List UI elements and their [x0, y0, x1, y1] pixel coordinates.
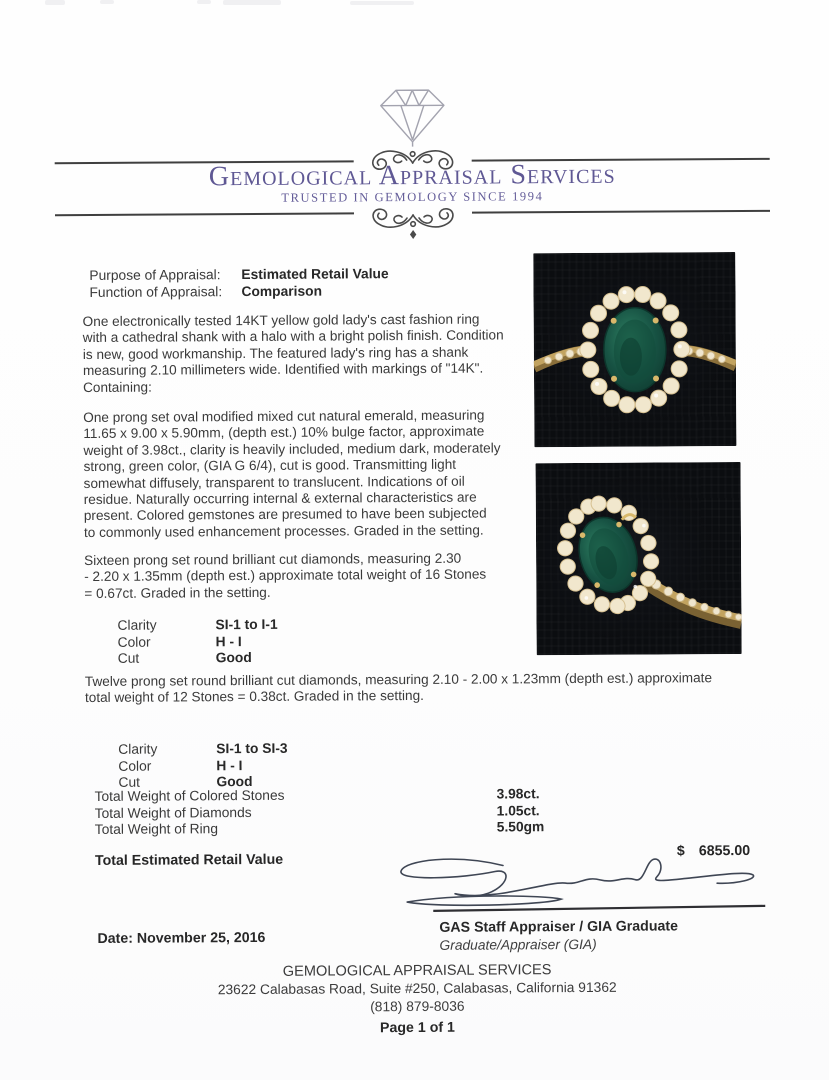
ring-description-paragraph: One electronically tested 14KT yellow gold lady's cast fashion ring with a cathedral shank with a halo with a bright polish finish. Condition is new, good workmanship. The featured lady's ring has a shank measuring 2.10 millimeters wide. Identified with markings of "14K". Containing: — [82, 311, 504, 395]
total-value: 3.98ct. — [496, 786, 540, 802]
total-value: 1.05ct. — [496, 802, 540, 819]
grading-label: Cut — [118, 774, 141, 791]
grading-value: H - I — [216, 757, 243, 773]
grading-table-1 — [117, 617, 277, 668]
footer-address: 23622 Calabasas Road, Suite #250, Calabasas, California 91362 — [217, 979, 617, 998]
currency-symbol: $ — [676, 843, 685, 860]
retail-value-label: Total Estimated Retail Value — [94, 851, 284, 869]
brand-title: Gemological Appraisal Services — [208, 158, 616, 193]
diamond-icon — [369, 84, 455, 149]
flourish-ornament-bottom-icon — [357, 206, 467, 241]
brand-tagline: TRUSTED IN GEMOLOGY SINCE 1994 — [281, 189, 544, 205]
grading-label: Color — [117, 634, 151, 650]
appraisal-date: Date: November 25, 2016 — [97, 929, 266, 947]
totals-table — [95, 786, 545, 839]
grading-label: Clarity — [117, 617, 157, 633]
ring-photo-front — [533, 252, 736, 447]
appraiser-credential: Graduate/Appraiser (GIA) — [439, 936, 597, 953]
footer-company: GEMOLOGICAL APPRAISAL SERVICES — [282, 962, 552, 980]
amount: 6855.00 — [698, 842, 751, 860]
appraisal-header — [89, 266, 388, 301]
grading-value: Good — [216, 774, 253, 790]
total-label: Total Weight of Diamonds — [94, 804, 252, 821]
grading-label: Cut — [117, 650, 140, 667]
total-label: Total Weight of Colored Stones — [94, 787, 285, 804]
grading-table-2 — [118, 741, 288, 792]
grading-value: Good — [215, 650, 252, 666]
purpose-value: Estimated Retail Value — [241, 266, 389, 283]
signature-image — [395, 850, 767, 914]
emerald-description-paragraph: One prong set oval modified mixed cut natural emerald, measuring 11.65 x 9.00 x 5.90mm, (depth est.) 10% bulge factor, approximate weight of 3.98ct., clarity is heavily included, medium dark, moderately strong, green color, (GIA G 6/4), cut is good. Transmitting light somewhat diffusely, transparent to translucent. Indications of oil residue. Naturally occurring internal & external characteristics are present. Colored gemstones are presumed to have been subjected to commonly used enhancement processes. Graded in the setting. — [83, 407, 501, 540]
grading-value: H - I — [215, 633, 242, 649]
total-value: 5.50gm — [496, 819, 545, 835]
total-label: Total Weight of Ring — [94, 821, 219, 838]
appraiser-title: GAS Staff Appraiser / GIA Graduate — [439, 918, 679, 936]
page-indicator: Page 1 of 1 — [379, 1019, 455, 1037]
grading-value: SI-1 to SI-3 — [216, 740, 288, 757]
sixteen-diamonds-paragraph: Sixteen prong set round brilliant cut diamonds, measuring 2.30 - 2.20 x 1.35mm (depth est.) approximate total weight of 16 Stones = 0.67ct. Graded in the setting. — [84, 550, 487, 601]
grading-value: SI-1 to I-1 — [215, 616, 278, 633]
footer-phone: (818) 879-8036 — [370, 998, 465, 1015]
purpose-label: Purpose of Appraisal: — [89, 267, 221, 283]
function-value: Comparison — [241, 283, 323, 299]
header-rule-bottom — [55, 204, 770, 242]
grading-label: Clarity — [118, 741, 158, 757]
grading-label: Color — [118, 758, 152, 774]
ring-photo-side — [536, 462, 742, 655]
function-label: Function of Appraisal: — [89, 283, 223, 300]
twelve-diamonds-paragraph: Twelve prong set round brilliant cut diamonds, measuring 2.10 - 2.00 x 1.23mm (depth est.) approximate total weight of 12 Stones = 0.38ct. Graded in the setting. — [84, 670, 713, 706]
